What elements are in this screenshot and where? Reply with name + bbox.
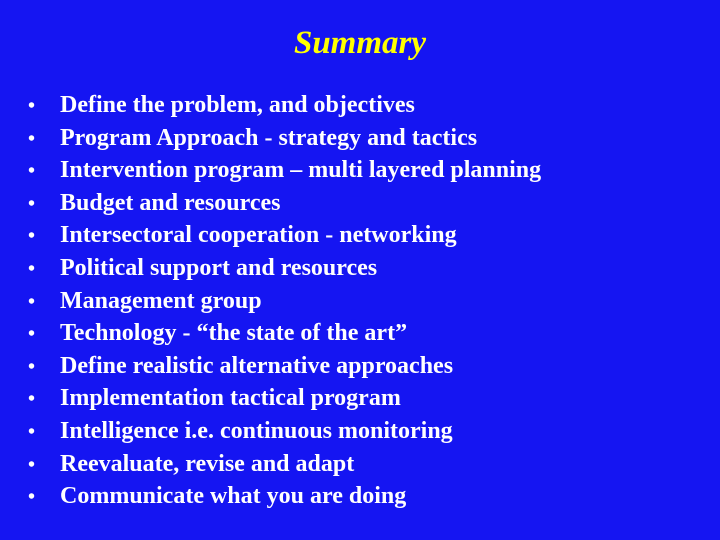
bullet-icon: • [28, 420, 36, 443]
list-item-text: Intersectoral cooperation - networking [60, 222, 457, 249]
bullet-icon: • [28, 225, 36, 248]
list-item-text: Political support and resources [60, 254, 378, 281]
slide-title: Summary [293, 25, 427, 61]
list-item [28, 350, 541, 383]
list-item [28, 252, 541, 285]
list-item [28, 187, 541, 220]
list-item-text: Intelligence i.e. continuous monitoring [60, 417, 453, 444]
list-item [28, 382, 541, 415]
bullet-icon: • [28, 257, 36, 280]
list-item [28, 122, 541, 155]
bullet-icon: • [28, 323, 36, 346]
bullet-icon: • [28, 160, 36, 183]
bullet-icon: • [28, 388, 36, 411]
list-item-text: Management group [60, 287, 262, 314]
list-item [28, 285, 541, 318]
list-item-text: Budget and resources [60, 189, 281, 216]
bullet-icon: • [28, 95, 36, 117]
list-item [28, 154, 541, 187]
list-item [28, 317, 541, 350]
list-item-text: Define realistic alternative approaches [60, 352, 454, 379]
list-item [28, 89, 541, 122]
list-item-text: Communicate what you are doing [60, 483, 407, 510]
bullet-icon: • [28, 355, 36, 378]
list-item [28, 448, 541, 481]
list-item-text: Technology - “the state of the art” [60, 320, 408, 347]
list-item [28, 219, 541, 252]
list-item-text: Define the problem, and objectives [60, 92, 415, 118]
list-item-text: Program Approach - strategy and tactics [60, 124, 478, 151]
list-item-text: Reevaluate, revise and adapt [60, 450, 355, 477]
list-item-text: Implementation tactical program [60, 385, 401, 412]
bullet-icon: • [28, 453, 36, 476]
bullet-icon: • [28, 486, 36, 509]
list-item-text: Intervention program – multi layered planning [60, 157, 542, 184]
list-item [28, 480, 541, 513]
list-item [28, 415, 541, 448]
bullet-icon: • [28, 192, 36, 215]
bullet-icon: • [28, 127, 36, 150]
bullet-list [28, 89, 541, 513]
bullet-icon: • [28, 290, 36, 313]
